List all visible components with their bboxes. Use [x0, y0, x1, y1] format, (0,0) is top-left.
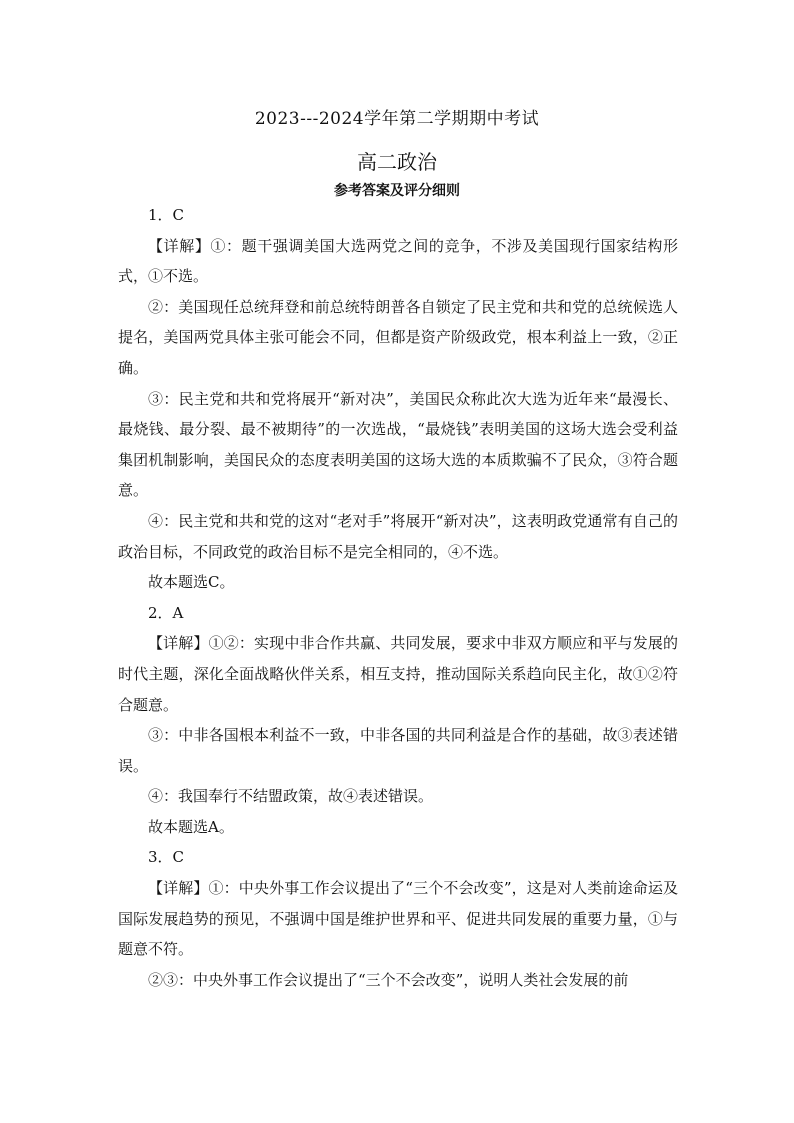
q1-explanation-1: 【详解】①：题干强调美国大选两党之间的竞争，不涉及美国现行国家结构形式，①不选。 — [118, 236, 678, 286]
q2-explanation-1: 【详解】①②：实现中非合作共赢、共同发展，要求中非双方顺应和平与发展的时代主题，深化全面战略伙伴关系，相互支持，推动国际关系趋向民主化，故①②符合题意。 — [118, 634, 678, 714]
answer-key-subtitle: 参考答案及评分细则 — [334, 183, 460, 199]
question-3-answer: 3．C — [148, 848, 185, 867]
q1-explanation-4: ④：民主党和共和党的这对“老对手”将展开“新对决”，这表明政党通常有自己的政治目标，不同政党的政治目标不是完全相同的，④不选。 — [118, 511, 678, 561]
subject-title: 高二政治 — [357, 150, 437, 174]
q2-conclusion: 故本题选A。 — [148, 817, 234, 836]
question-2-answer: 2．A — [148, 603, 184, 622]
q1-explanation-3: ③：民主党和共和党将展开“新对决”，美国民众称此次大选为近年来“最漫长、最烧钱、最分裂、最不被期待”的一次选战，“最烧钱”表明美国的这场大选会受利益集团机制影响，美国民众的态度表明美国的这场大选的本质欺骗不了民众，③符合题意。 — [118, 389, 678, 500]
q3-explanation-2: ②③：中央外事工作会议提出了“三个不会改变”，说明人类社会发展的前 — [148, 970, 629, 989]
q1-explanation-2: ②：美国现任总统拜登和前总统特朗普各自锁定了民主党和共和党的总统候选人提名，美国两党具体主张可能会不同，但都是资产阶级政党，根本利益上一致，②正确。 — [118, 297, 678, 377]
exam-title: 2023---2024学年第二学期期中考试 — [254, 109, 540, 129]
q2-explanation-2: ③：中非各国根本利益不一致，中非各国的共同利益是合作的基础，故③表述错误。 — [118, 726, 678, 775]
answer-body — [118, 200, 678, 995]
q3-explanation-1: 【详解】①：中央外事工作会议提出了“三个不会改变”，这是对人类前途命运及国际发展趋势的预见，不强调中国是维护世界和平、促进共同发展的重要力量，①与题意不符。 — [118, 879, 678, 959]
question-1-answer: 1．C — [148, 206, 185, 224]
q2-explanation-3: ④：我国奉行不结盟政策，故④表述错误。 — [148, 787, 434, 806]
q1-conclusion: 故本题选C。 — [148, 573, 235, 592]
